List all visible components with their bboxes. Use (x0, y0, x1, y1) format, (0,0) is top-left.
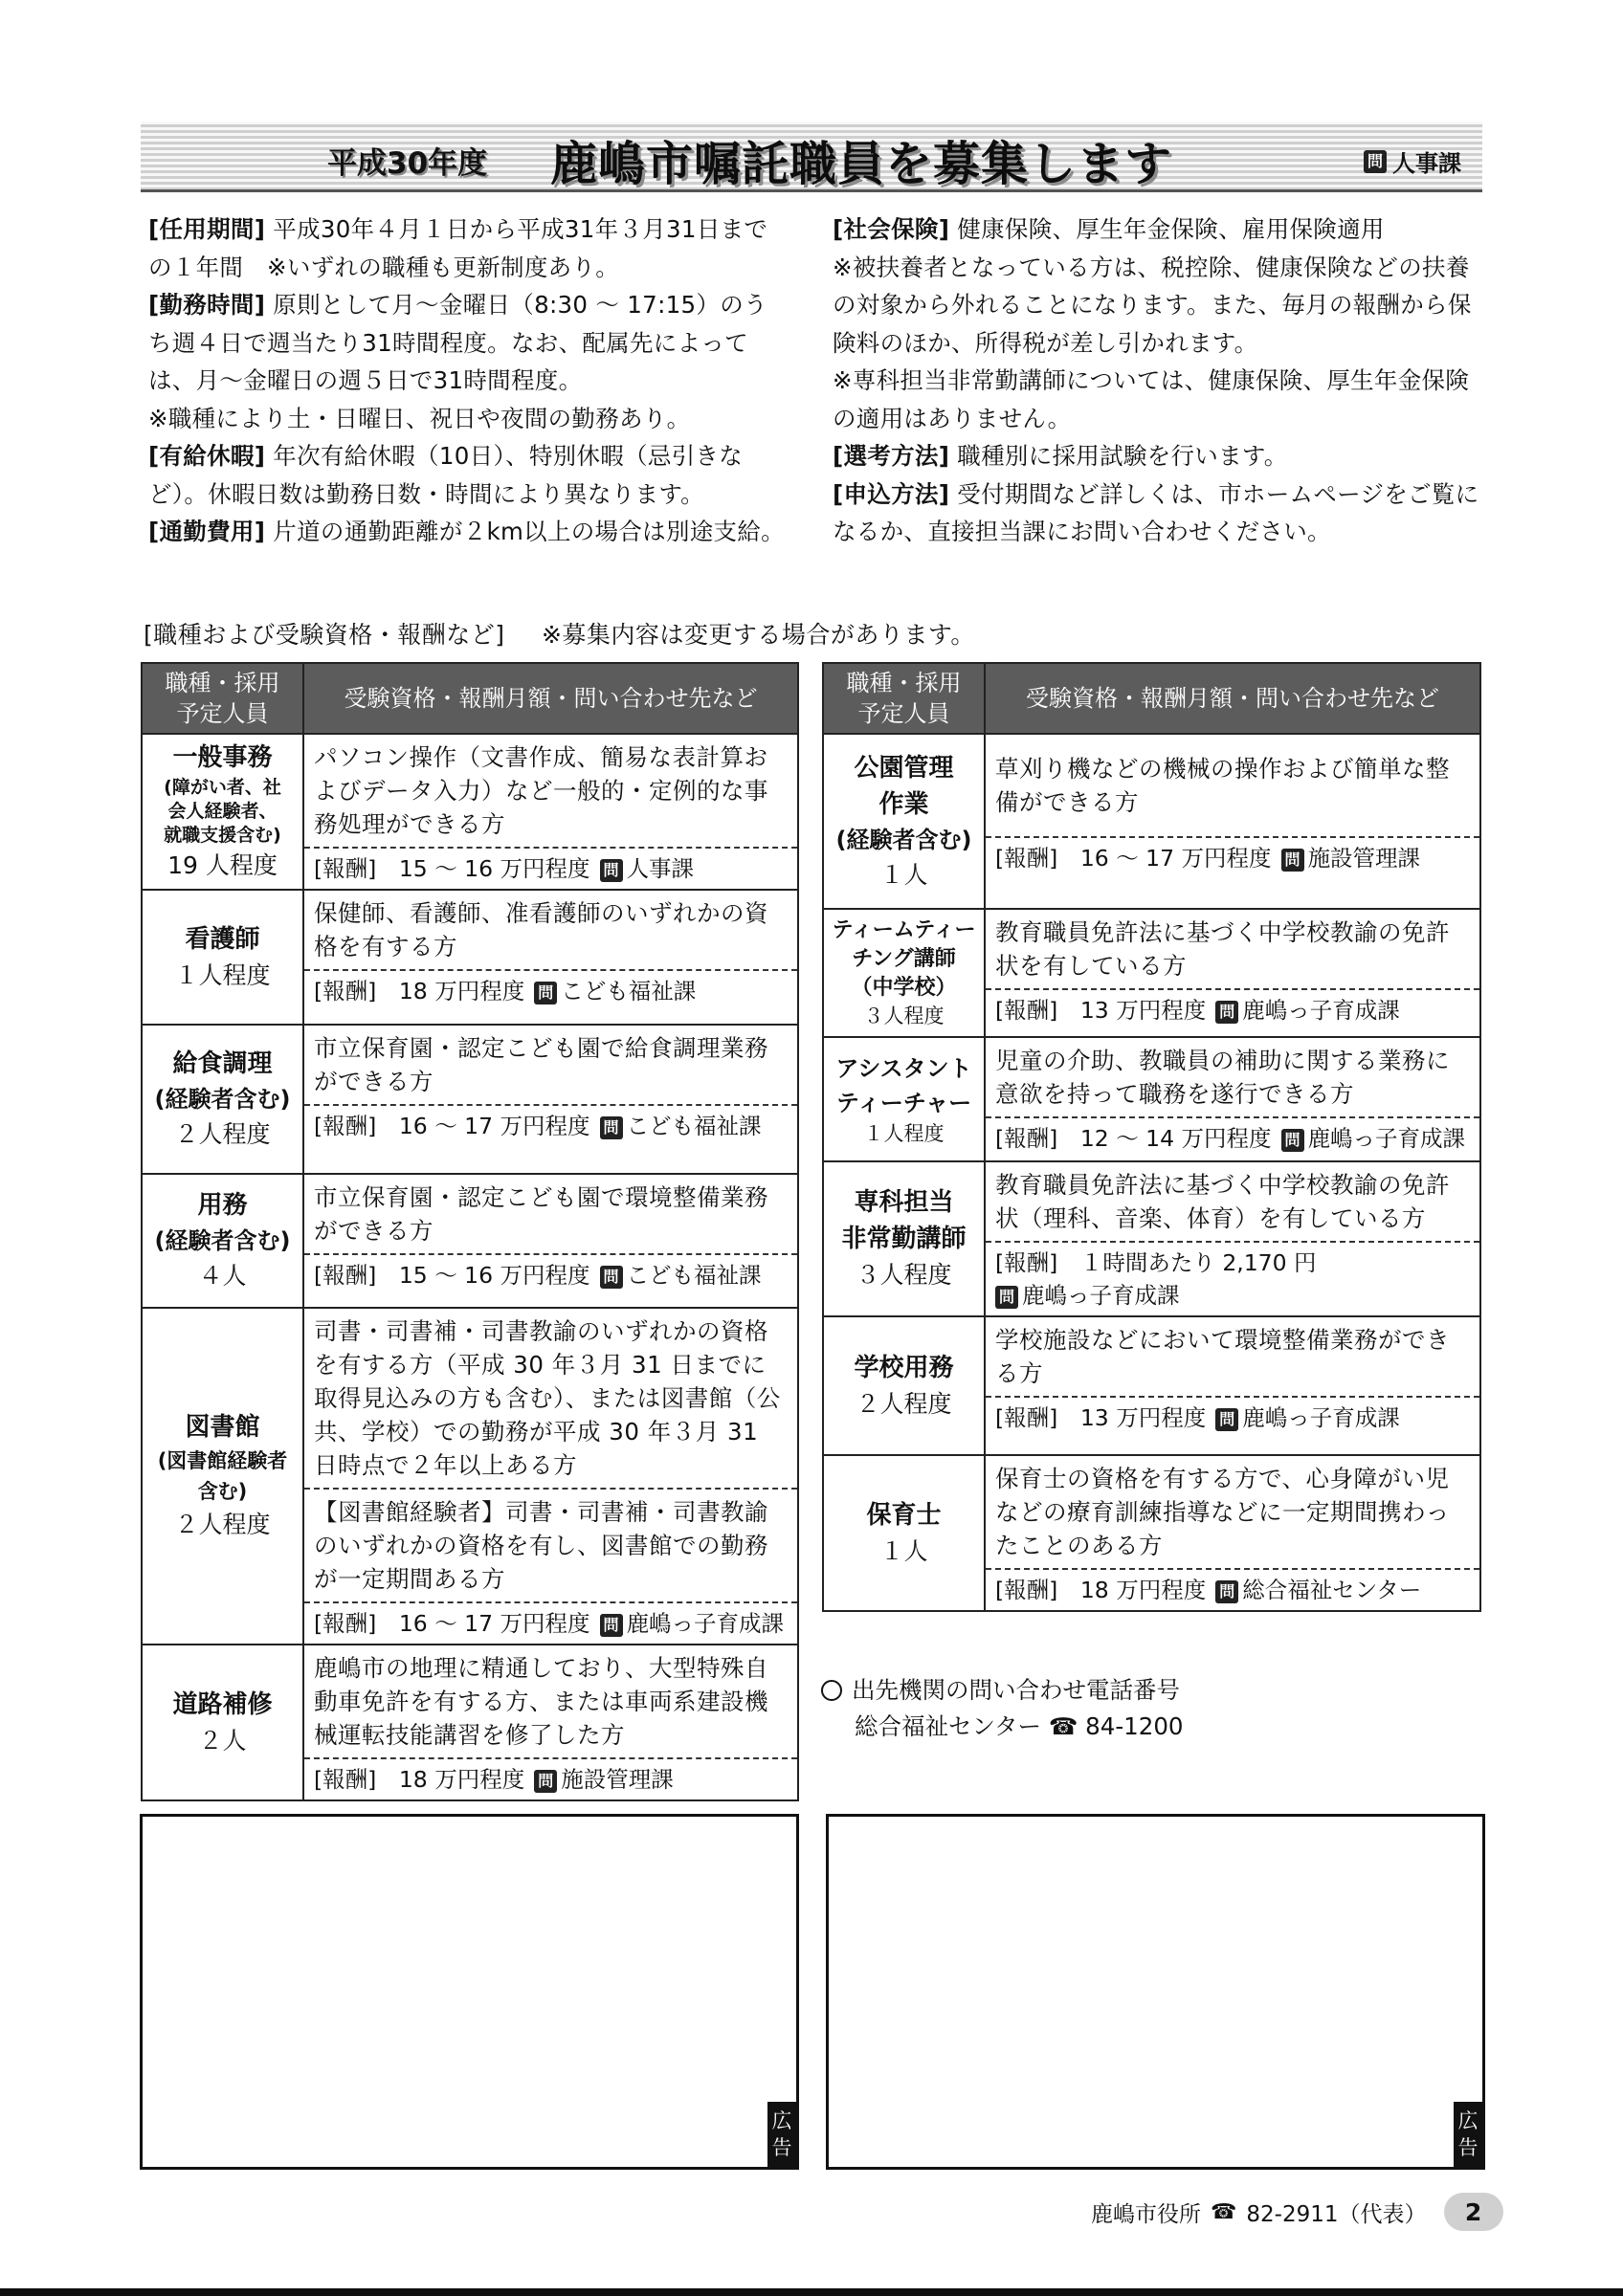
inquiry-icon: 問 (600, 1614, 623, 1637)
details-cell (985, 909, 1480, 1037)
contact-dept: こども福祉課 (561, 978, 697, 1004)
inquiry-icon: 問 (534, 1770, 557, 1793)
inquiry-icon: 問 (600, 1266, 623, 1289)
job-requirement: 学校施設などにおいて環境整備業務ができる方 (995, 1326, 1450, 1387)
job-requirement-experienced: 【図書館経験者】司書・司書補・司書教諭のいずれかの資格を有し、図書館での勤務が一定期間ある方 (304, 1488, 797, 1601)
banner-year: 平成30年度 (327, 146, 488, 181)
details-cell (985, 734, 1480, 909)
intro-hours-note: ※職種により土・日曜日、祝日や夜間の勤務あり。 (148, 404, 691, 432)
inquiry-icon: 問 (1281, 849, 1304, 872)
footer-org: 鹿嶋市役所 (1091, 2201, 1201, 2227)
job-name: 専科担当 (854, 1188, 954, 1217)
job-count: １人 (879, 860, 928, 889)
table-row (142, 890, 798, 1025)
job-name: 保育士 (866, 1500, 942, 1530)
inquiry-icon: 問 (600, 1116, 623, 1139)
job-name: アシスタント (835, 1055, 972, 1082)
ad-box-left (140, 1814, 799, 2170)
pay-line: [報酬] 16 〜 17 万円程度 問 鹿嶋っ子育成課 (304, 1601, 797, 1644)
table-row (823, 1455, 1480, 1611)
contact-dept: 鹿嶋っ子育成課 (1022, 1282, 1180, 1309)
pay-line: [報酬] 16 〜 17 万円程度 問 施設管理課 (986, 836, 1479, 878)
inquiry-icon: 問 (534, 982, 557, 1004)
title-banner (141, 121, 1482, 192)
table-row (142, 1025, 798, 1174)
job-requirement: 保健師、看護師、准看護師のいずれかの資格を有する方 (314, 899, 768, 960)
job-requirement: パソコン操作（文書作成、簡易な表計算およびデータ入力）など一般的・定例的な事務処理ができる方 (314, 743, 768, 838)
contact-dept: 総合福祉センター (1242, 1577, 1422, 1603)
header-details: 受験資格・報酬月額・問い合わせ先など (985, 663, 1480, 734)
inquiry-icon: 問 (600, 859, 623, 882)
table-row (823, 1037, 1480, 1161)
inquiry-icon: 問 (1215, 1001, 1238, 1024)
table-header-row (142, 663, 798, 734)
intro-commute: [通勤費用] 片道の通勤距離が２km以上の場合は別途支給。 (148, 518, 785, 545)
intro-dependent-note: ※被扶養者となっている方は、税控除、健康保険などの扶養の対象から外れることになります。また、毎月の報酬から保険料のほか、所得税が差し引かれます。 (833, 253, 1472, 357)
circle-bullet-icon (821, 1680, 842, 1701)
job-cell (142, 1645, 303, 1800)
details-cell (985, 1455, 1480, 1611)
intro-insurance: [社会保険] 健康保険、厚生年金保険、雇用保険適用 (833, 215, 1385, 243)
banner-dept: 人事課 (1392, 150, 1461, 177)
job-count: ３人程度 (863, 1004, 945, 1027)
contact-dept: 施設管理課 (561, 1766, 674, 1793)
job-cell: 専科担当 非常勤講師 ３人程度 (823, 1161, 985, 1316)
ad-label: 広 告 (767, 2102, 796, 2167)
job-count: ２人 (198, 1726, 247, 1755)
job-name: 図書館 (185, 1413, 260, 1442)
table-row (142, 1174, 798, 1308)
pay-line: [報酬] 15 〜 16 万円程度 問 こども福祉課 (304, 1253, 797, 1295)
table-row (823, 1316, 1480, 1455)
pay-line: [報酬] 18 万円程度 問 施設管理課 (304, 1757, 797, 1799)
contact-dept: こども福祉課 (626, 1113, 762, 1139)
job-cell: 公園管理 作業 (経験者含む) １人 (823, 734, 985, 909)
pay-line: [報酬] 13 万円程度 問 鹿嶋っ子育成課 (986, 1396, 1479, 1438)
table-row (142, 1645, 798, 1800)
job-count: ２人程度 (856, 1389, 952, 1418)
branch-phone-note (821, 1672, 1184, 1745)
contact-dept: 鹿嶋っ子育成課 (1242, 997, 1400, 1024)
table-row (823, 909, 1480, 1037)
job-requirement: 教育職員免許法に基づく中学校教諭の免許状を有している方 (995, 918, 1450, 980)
details-cell (303, 1308, 798, 1645)
jobs-table-right (822, 662, 1481, 1612)
inquiry-icon: 問 (995, 1286, 1018, 1309)
inquiry-icon: 問 (1215, 1408, 1238, 1431)
job-name: 給食調理 (172, 1049, 273, 1078)
details-cell (985, 1316, 1480, 1455)
intro-selection: [選考方法] 職種別に採用試験を行います。 (833, 442, 1288, 470)
job-requirement: 司書・司書補・司書教諭のいずれかの資格を有する方（平成 30 年３月 31 日までに取得見込みの方も含む）、または図書館（公共、学校）での勤務が平成 30 年３月 31 日時点で２年以上ある方 (314, 1317, 781, 1479)
table-row (142, 1308, 798, 1645)
intro-application: [申込方法] 受付期間など詳しくは、市ホームページをご覧になるか、直接担当課にお問い合わせください。 (833, 479, 1479, 545)
details-cell (985, 1161, 1480, 1316)
job-count: ２人程度 (174, 1511, 271, 1538)
intro-right-column (833, 210, 1483, 551)
job-cell: 給食調理 (経験者含む) ２人程度 (142, 1025, 303, 1174)
job-name: 看護師 (185, 924, 260, 954)
contact-dept: 人事課 (626, 855, 695, 882)
job-cell: 一般事務 (障がい者、社 会人経験者、 就職支援含む) 19 人程度 (142, 734, 303, 890)
details-cell (303, 890, 798, 1025)
details-cell (303, 1174, 798, 1308)
job-count: ４人 (198, 1262, 247, 1290)
telephone-icon: ☎ (1211, 2199, 1237, 2224)
pay-line: [報酬] １時間あたり 2,170 円 問 鹿嶋っ子育成課 (986, 1241, 1479, 1315)
job-cell: ティームティー チング講師 （中学校） ３人程度 (823, 909, 985, 1037)
pay-line: [報酬] 12 〜 14 万円程度 問 鹿嶋っ子育成課 (986, 1116, 1479, 1159)
job-requirement: 教育職員免許法に基づく中学校教諭の免許状（理科、音楽、体育）を有している方 (995, 1171, 1450, 1232)
details-cell (303, 1645, 798, 1800)
job-name: ティームティー (832, 918, 976, 942)
job-requirement: 草刈り機などの機械の操作および簡単な整備ができる方 (995, 755, 1450, 816)
section-title: [職種および受験資格・報酬など] (144, 621, 505, 649)
job-name: 一般事務 (172, 743, 273, 772)
page-title: 鹿嶋市嘱託職員を募集します (550, 137, 1173, 191)
header-details: 受験資格・報酬月額・問い合わせ先など (303, 663, 798, 734)
ad-label: 広 告 (1454, 2102, 1482, 2167)
intro-hours: [勤務時間] 原則として月〜金曜日（8:30 〜 17:15）のうち週４日で週当たり31時間程度。なお、配属先によっては、月〜金曜日の週５日で31時間程度。 (148, 291, 767, 394)
contact-dept: 鹿嶋っ子育成課 (1307, 1125, 1466, 1152)
job-cell (823, 1316, 985, 1455)
header-job: 職種・採用 予定人員 (823, 663, 985, 734)
job-name: 用務 (197, 1191, 248, 1220)
details-cell (303, 1025, 798, 1174)
pay-line: [報酬] 13 万円程度 問 鹿嶋っ子育成課 (986, 988, 1479, 1030)
inquiry-icon: 問 (1215, 1580, 1238, 1603)
telephone-icon: ☎ (1048, 1712, 1078, 1740)
banner-contact (1364, 144, 1461, 178)
job-cell: 図書館 (図書館経験者 含む) ２人程度 (142, 1308, 303, 1645)
job-requirement: 児童の介助、教職員の補助に関する業務に意欲を持って職務を遂行できる方 (995, 1047, 1450, 1108)
job-cell (142, 890, 303, 1025)
details-cell (303, 734, 798, 890)
pay-line: [報酬] 16 〜 17 万円程度 問 こども福祉課 (304, 1104, 797, 1146)
phone-note-title: 出先機関の問い合わせ電話番号 (821, 1672, 1184, 1709)
job-name: 学校用務 (854, 1353, 954, 1382)
job-count: ２人程度 (174, 1120, 271, 1148)
job-count: １人 (879, 1536, 928, 1565)
contact-dept: 鹿嶋っ子育成課 (1242, 1404, 1400, 1431)
ad-box-right (826, 1814, 1485, 2170)
job-requirement: 市立保育園・認定こども園で環境整備業務ができる方 (314, 1183, 768, 1245)
job-count: １人程度 (174, 960, 271, 989)
contact-dept: 施設管理課 (1307, 845, 1421, 872)
intro-left-column (148, 210, 787, 551)
job-cell (823, 1455, 985, 1611)
bottom-rule (0, 2288, 1623, 2296)
table-header-row (823, 663, 1480, 734)
contact-dept: 鹿嶋っ子育成課 (626, 1610, 785, 1637)
job-requirement: 市立保育園・認定こども園で給食調理業務ができる方 (314, 1034, 768, 1095)
inquiry-icon: 問 (1281, 1129, 1304, 1152)
page-number: 2 (1444, 2193, 1503, 2231)
intro-leave: [有給休暇] 年次有給休暇（10日）、特別休暇（忌引きなど）。休暇日数は勤務日数・時間により異なります。 (148, 442, 744, 508)
jobs-table-left (141, 662, 799, 1801)
inquiry-icon: 問 (1364, 150, 1387, 173)
section-note: ※募集内容は変更する場合があります。 (541, 621, 975, 649)
pay-line: [報酬] 18 万円程度 問 こども福祉課 (304, 969, 797, 1011)
table-row (823, 1161, 1480, 1316)
contact-dept: こども福祉課 (626, 1262, 762, 1289)
pay-line: [報酬] 18 万円程度 問 総合福祉センター (986, 1568, 1479, 1610)
job-count: 19 人程度 (167, 851, 278, 879)
table-row (142, 734, 798, 890)
pay-line: [報酬] 15 〜 16 万円程度 問 人事課 (304, 847, 797, 889)
table-row (823, 734, 1480, 909)
job-requirement: 保育士の資格を有する方で、心身障がい児などの療育訓練指導などに一定期間携わったことのある方 (995, 1465, 1450, 1559)
job-name: 道路補修 (172, 1689, 273, 1719)
header-job: 職種・採用 予定人員 (142, 663, 303, 734)
job-requirement: 鹿嶋市の地理に精通しており、大型特殊自動車免許を有する方、または車両系建設機械運転技能講習を修了した方 (314, 1654, 768, 1749)
intro-term: [任用期間] 平成30年４月１日から平成31年３月31日までの１年間 ※いずれの職種も更新制度あり。 (148, 215, 768, 281)
phone-note-entry: 総合福祉センター ☎ 84-1200 (855, 1712, 1184, 1740)
job-cell: 用務 (経験者含む) ４人 (142, 1174, 303, 1308)
footer-tel: 82-2911（代表） (1246, 2201, 1427, 2227)
job-name: 公園管理 (854, 753, 954, 783)
job-count: １人程度 (863, 1122, 945, 1145)
section-heading (144, 616, 975, 651)
job-cell: アシスタント ティーチャー １人程度 (823, 1037, 985, 1161)
job-count: ３人程度 (856, 1261, 952, 1289)
details-cell (985, 1037, 1480, 1161)
intro-lecturer-note: ※専科担当非常勤講師については、健康保険、厚生年金保険の適用はありません。 (833, 366, 1470, 432)
footer (1091, 2193, 1503, 2231)
